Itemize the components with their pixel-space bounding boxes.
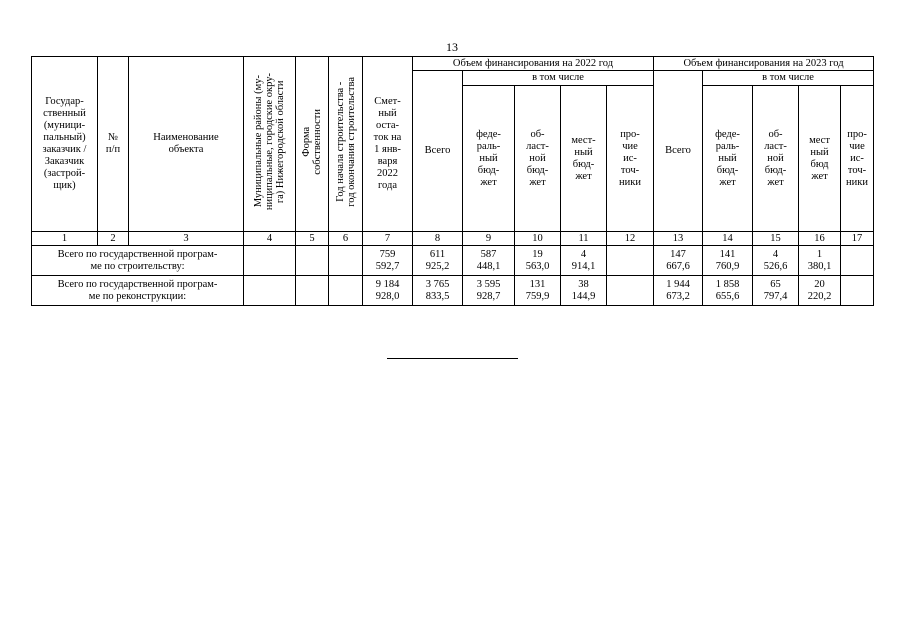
header-total-2023: Всего: [654, 71, 703, 232]
row-label: Всего по государственной програм- ме по строительству:: [32, 246, 244, 276]
column-number: 14: [703, 232, 753, 246]
table-cell: 9 184 928,0: [363, 276, 413, 306]
header-row-number: № п/п: [98, 57, 129, 232]
column-number: 7: [363, 232, 413, 246]
table-cell: 147 667,6: [654, 246, 703, 276]
row-label: Всего по государственной програм- ме по реконструкции:: [32, 276, 244, 306]
header-regional-2023: об- ласт- ной бюд- жет: [753, 86, 799, 232]
column-number: 13: [654, 232, 703, 246]
table-cell: [329, 246, 363, 276]
table-cell: [329, 276, 363, 306]
column-number: 8: [413, 232, 463, 246]
column-number: 12: [607, 232, 654, 246]
header-local-2022: мест- ный бюд- жет: [561, 86, 607, 232]
header-group-2022: Объем финансирования на 2022 год: [413, 57, 654, 71]
table-cell: 3 765 833,5: [413, 276, 463, 306]
table-cell: 587 448,1: [463, 246, 515, 276]
header-including-2022: в том числе: [463, 71, 654, 86]
table-cell: 38 144,9: [561, 276, 607, 306]
column-number: 1: [32, 232, 98, 246]
column-number: 11: [561, 232, 607, 246]
header-estimated-balance: Смет- ный оста- ток на 1 янв- варя 2022 года: [363, 57, 413, 232]
page-number: 13: [446, 40, 458, 54]
header-row-1: [32, 57, 874, 71]
table-cell: 3 595 928,7: [463, 276, 515, 306]
table-cell: [296, 246, 329, 276]
column-number: 4: [244, 232, 296, 246]
table-row: [32, 246, 874, 276]
column-number: 6: [329, 232, 363, 246]
column-number: 2: [98, 232, 129, 246]
column-number: 17: [841, 232, 874, 246]
header-object-name: Наименование объекта: [129, 57, 244, 232]
table-cell: [607, 276, 654, 306]
table-cell: 1 858 655,6: [703, 276, 753, 306]
table-cell: 141 760,9: [703, 246, 753, 276]
column-number: 15: [753, 232, 799, 246]
column-number-row: [32, 232, 874, 246]
header-customer: Государ- ственный (муници- пальный) заказчик / Заказчик (застрой- щик): [32, 57, 98, 232]
table-cell: [244, 276, 296, 306]
header-group-2023: Объем финансирования на 2023 год: [654, 57, 874, 71]
financing-table: [31, 56, 874, 306]
table-cell: [244, 246, 296, 276]
column-number: 5: [296, 232, 329, 246]
table-cell: 19 563,0: [515, 246, 561, 276]
table-cell: 1 944 673,2: [654, 276, 703, 306]
table-cell: 4 526,6: [753, 246, 799, 276]
header-regional-2022: об- ласт- ной бюд- жет: [515, 86, 561, 232]
table-cell: [607, 246, 654, 276]
table-cell: 4 914,1: [561, 246, 607, 276]
table-cell: [841, 246, 874, 276]
table-row: [32, 276, 874, 306]
table-cell: 131 759,9: [515, 276, 561, 306]
column-number: 10: [515, 232, 561, 246]
header-other-2022: про- чие ис- точ- ники: [607, 86, 654, 232]
header-district: Муниципальные районы (му- ниципальные, городские окру- га) Нижегородской области: [244, 57, 296, 232]
header-including-2023: в том числе: [703, 71, 874, 86]
header-construction-years: Год начала строительства - год окончания строительства: [329, 57, 363, 232]
table-cell: 759 592,7: [363, 246, 413, 276]
header-local-2023: мест ный бюд жет: [799, 86, 841, 232]
column-number: 9: [463, 232, 515, 246]
header-other-2023: про- чие ис- точ- ники: [841, 86, 874, 232]
header-federal-2022: феде- раль- ный бюд- жет: [463, 86, 515, 232]
table-cell: 65 797,4: [753, 276, 799, 306]
header-total-2022: Всего: [413, 71, 463, 232]
header-federal-2023: феде- раль- ный бюд- жет: [703, 86, 753, 232]
table-cell: 611 925,2: [413, 246, 463, 276]
column-number: 3: [129, 232, 244, 246]
footer-divider-line: [387, 358, 518, 359]
table-cell: [841, 276, 874, 306]
header-ownership-form: Форма собственности: [296, 57, 329, 232]
table-cell: [296, 276, 329, 306]
table-cell: 1 380,1: [799, 246, 841, 276]
table-cell: 20 220,2: [799, 276, 841, 306]
column-number: 16: [799, 232, 841, 246]
